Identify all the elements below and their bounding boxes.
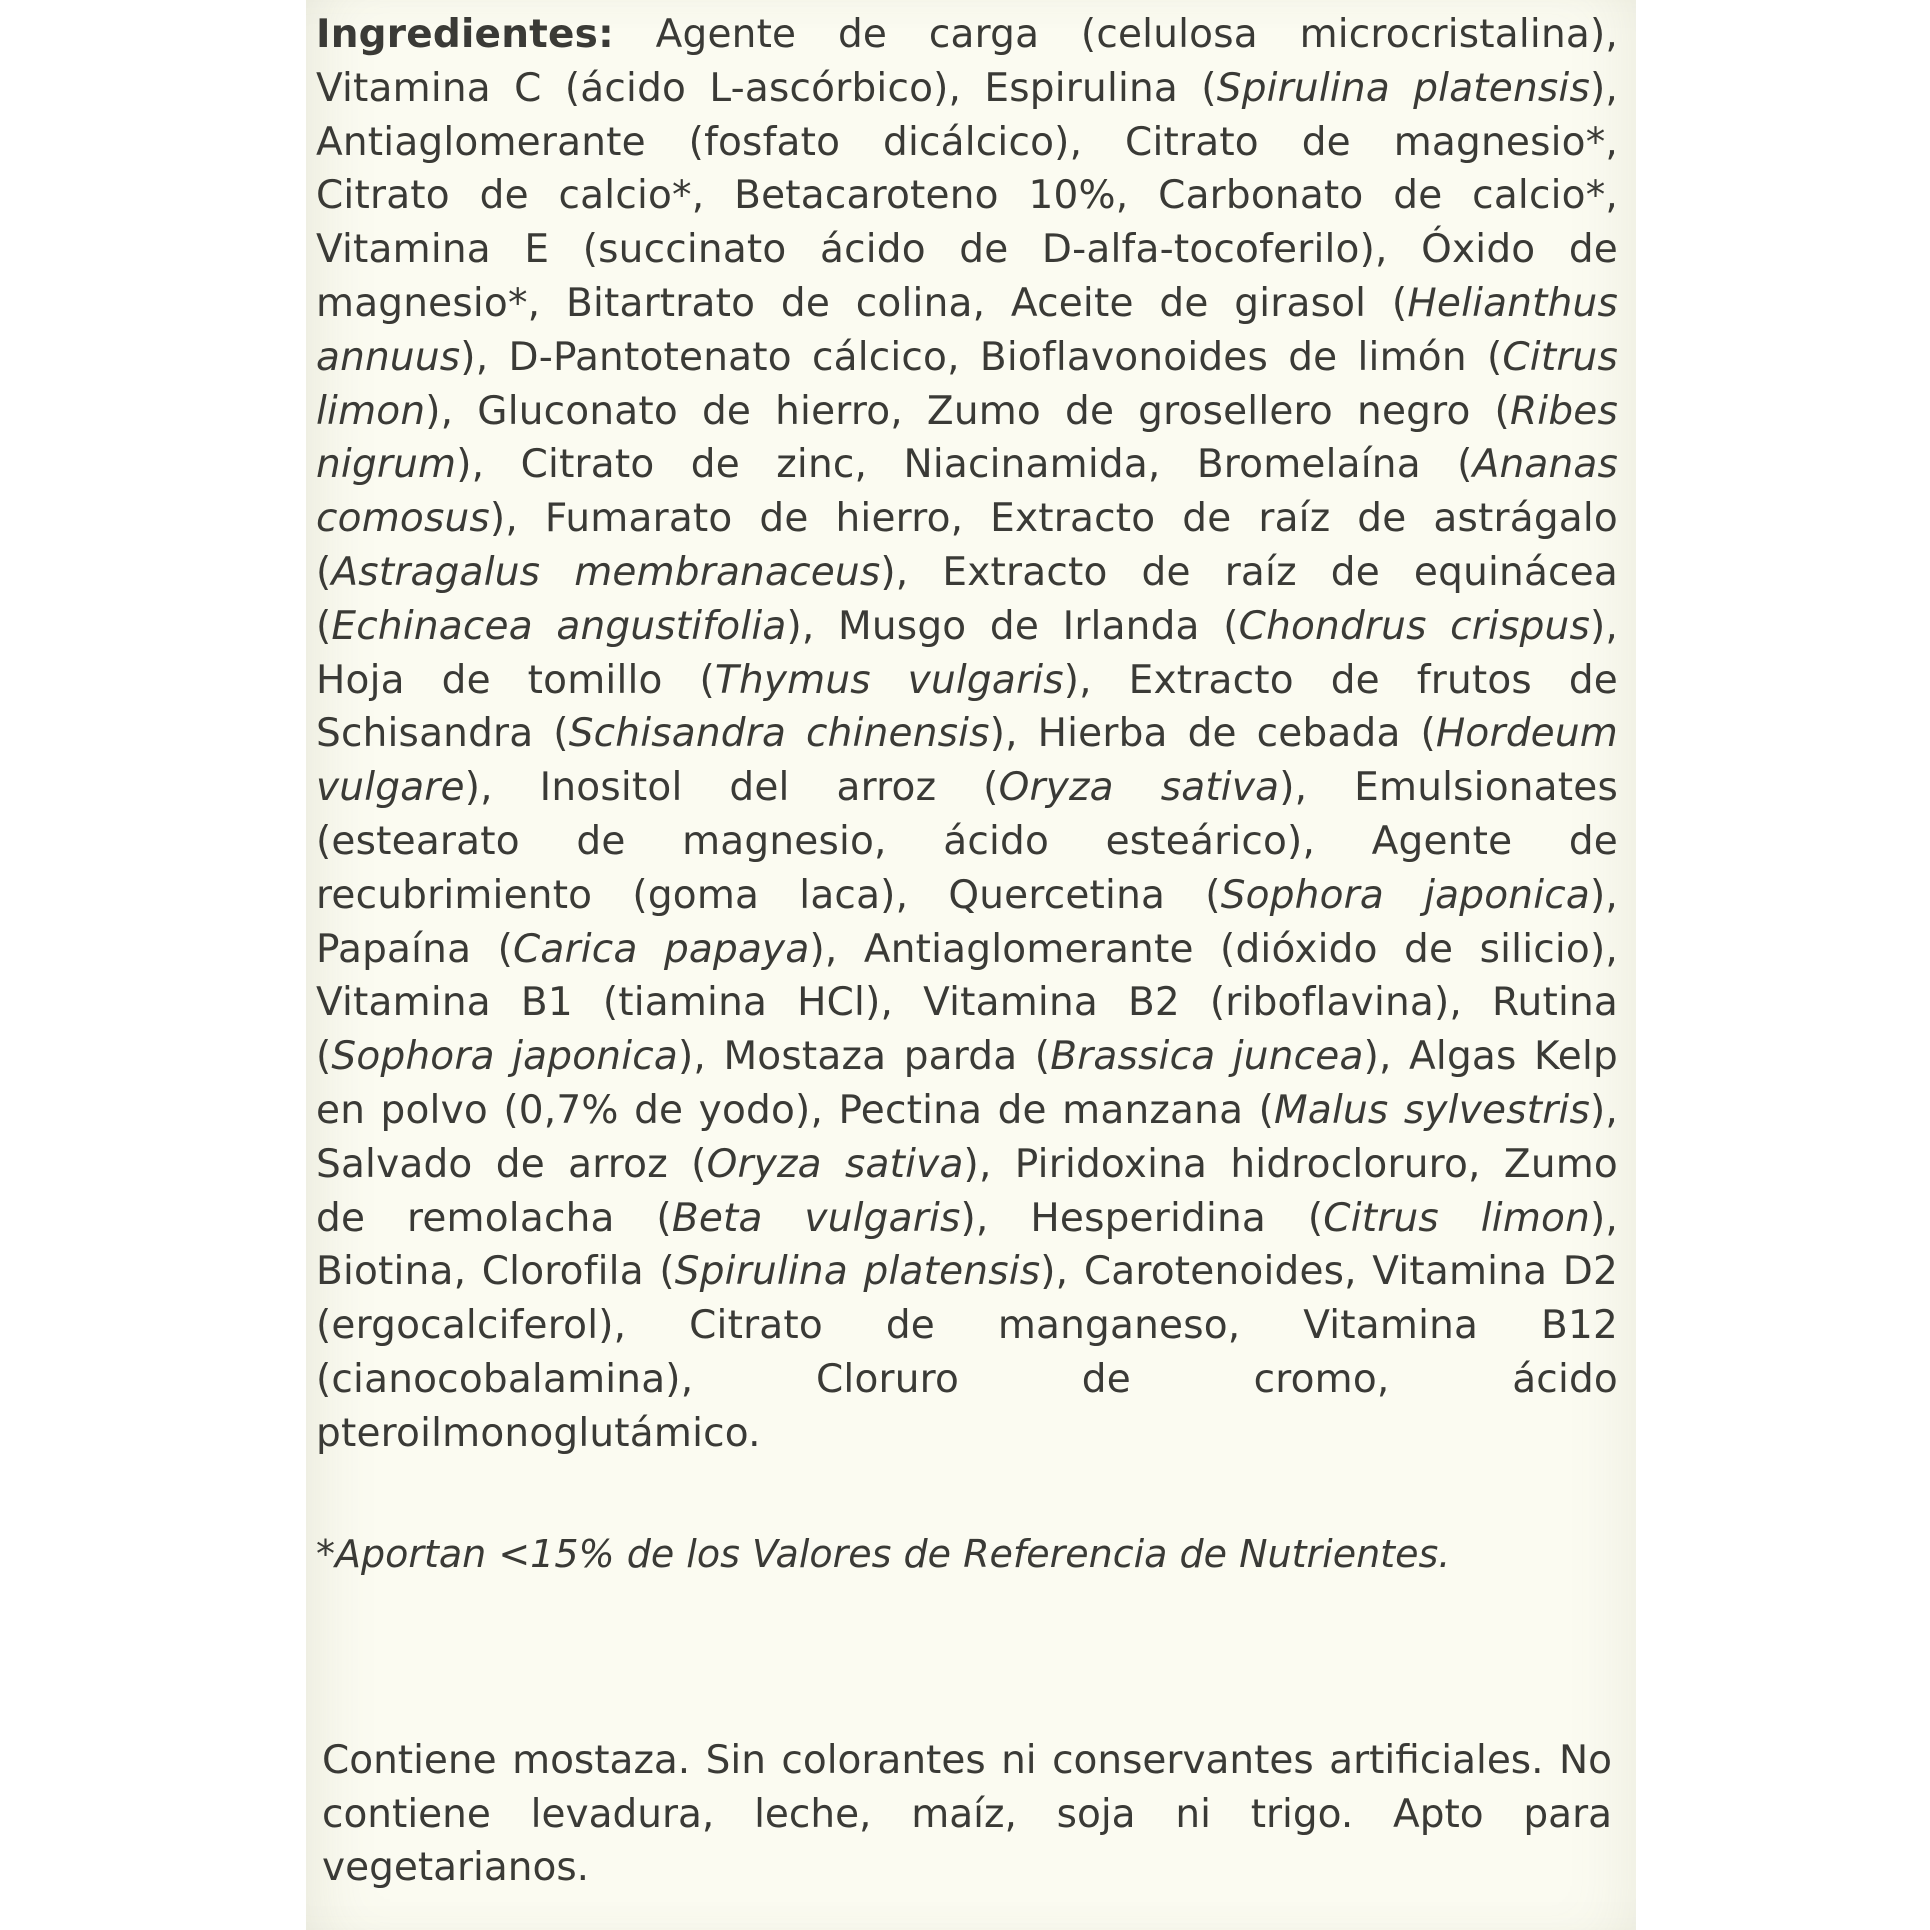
ingredient-text: ), Inositol del arroz ( bbox=[464, 765, 999, 811]
ingredients-heading: Ingredientes: bbox=[316, 12, 614, 57]
ingredient-text: Agente de carga (celulosa microcristalina), Vitamina C (ácido L-ascórbico), Espirulina ( bbox=[316, 12, 1618, 111]
ingredient-text: ), Antiaglomerante (dióxido de silicio), Vitamina B1 (tiamina HCl), Vitamina B2 (riboflavina), Rutina ( bbox=[316, 926, 1618, 1080]
ingredient-text: ), Extracto de frutos de Schisandra ( bbox=[316, 657, 1618, 757]
ingredient-latin-name: Citrus limon bbox=[316, 334, 1618, 434]
ingredient-text: ), Hierba de cebada ( bbox=[989, 711, 1436, 757]
allergen-statement: Contiene mostaza. Sin colorantes ni conservantes artificiales. No contiene levadura, leche, maíz, soja ni trigo. Apto para vegetarianos. bbox=[322, 1738, 1612, 1890]
ingredient-latin-name: Helianthus annuus bbox=[316, 280, 1618, 380]
ingredient-text: ), Emulsionates (estearato de magnesio, ácido esteárico), Agente de recubrimiento (goma laca), Quercetina ( bbox=[316, 765, 1618, 918]
ingredient-text: ), D-Pantotenato cálcico, Bioflavonoides de limón ( bbox=[460, 334, 1503, 380]
ingredient-text: ), Carotenoides, Vitamina D2 (ergocalciferol), Citrato de manganeso, Vitamina B12 (cianocobalamina), Cloruro de cromo, ácido pteroilmonoglutámico. bbox=[316, 1249, 1618, 1456]
ingredient-text: ), Mostaza parda ( bbox=[678, 1034, 1051, 1080]
ingredient-text: ), Musgo de Irlanda ( bbox=[786, 603, 1239, 649]
ingredient-latin-name: Spirulina platensis bbox=[1216, 65, 1590, 111]
ingredient-text: ), Antiaglomerante (fosfato dicálcico), Citrato de magnesio*, Citrato de calcio*, Betacaroteno 10%, Carbonato de calcio*, Vitamina E (succinato ácido de D-alfa-tocoferilo), Óxido de magnesio*, Bitartrato de colina, Aceite de girasol ( bbox=[316, 65, 1618, 326]
ingredient-text: ), Fumarato de hierro, Extracto de raíz de astrágalo ( bbox=[316, 496, 1618, 595]
ingredient-text: ), Piridoxina hidrocloruro, Zumo de remolacha ( bbox=[316, 1141, 1618, 1241]
ingredient-text: ), Salvado de arroz ( bbox=[316, 1087, 1619, 1187]
ingredient-latin-name: Spirulina platensis bbox=[674, 1249, 1041, 1295]
ingredient-latin-name: Sophora japonica bbox=[331, 1034, 678, 1080]
ingredient-latin-name: Brassica juncea bbox=[1050, 1034, 1364, 1080]
ingredient-text: ), Citrato de zinc, Niacinamida, Bromelaína ( bbox=[456, 442, 1473, 488]
ingredient-latin-name: Carica papaya bbox=[513, 926, 810, 972]
ingredient-text: ), Extracto de raíz de equinácea ( bbox=[316, 549, 1618, 649]
ingredient-latin-name: Chondrus crispus bbox=[1238, 603, 1590, 649]
ingredient-latin-name: Schisandra chinensis bbox=[568, 711, 990, 757]
ingredient-latin-name: Ribes nigrum bbox=[316, 388, 1618, 488]
ingredient-latin-name: Thymus vulgaris bbox=[714, 657, 1064, 703]
ingredient-latin-name: Hordeum vulgare bbox=[316, 711, 1618, 811]
ingredient-text: ), Hesperidina ( bbox=[960, 1195, 1324, 1241]
ingredient-text: ), Papaína ( bbox=[316, 872, 1618, 972]
ingredients-list bbox=[316, 12, 1618, 1456]
ingredient-latin-name: Malus sylvestris bbox=[1274, 1087, 1590, 1133]
ingredient-latin-name: Sophora japonica bbox=[1220, 872, 1590, 918]
ingredient-latin-name: Beta vulgaris bbox=[671, 1195, 961, 1241]
ingredient-latin-name: Oryza sativa bbox=[998, 765, 1280, 811]
ingredient-latin-name: Citrus limon bbox=[1323, 1195, 1590, 1241]
ingredient-latin-name: Oryza sativa bbox=[706, 1141, 964, 1187]
ingredient-latin-name: Ananas comosus bbox=[316, 442, 1618, 542]
ingredients-paragraph bbox=[316, 8, 1618, 1461]
ingredient-latin-name: Astragalus membranaceus bbox=[331, 549, 881, 595]
ingredient-text: ), Hoja de tomillo ( bbox=[316, 603, 1618, 703]
ingredient-text: ), Gluconato de hierro, Zumo de grosellero negro ( bbox=[425, 388, 1510, 434]
ingredient-latin-name: Echinacea angustifolia bbox=[331, 603, 787, 649]
ingredient-text: ), Algas Kelp en polvo (0,7% de yodo), Pectina de manzana ( bbox=[316, 1034, 1618, 1133]
footnote: *Aportan <15% de los Valores de Referencia de Nutrientes. bbox=[316, 1532, 1451, 1576]
ingredient-text: ), Biotina, Clorofila ( bbox=[316, 1195, 1618, 1295]
